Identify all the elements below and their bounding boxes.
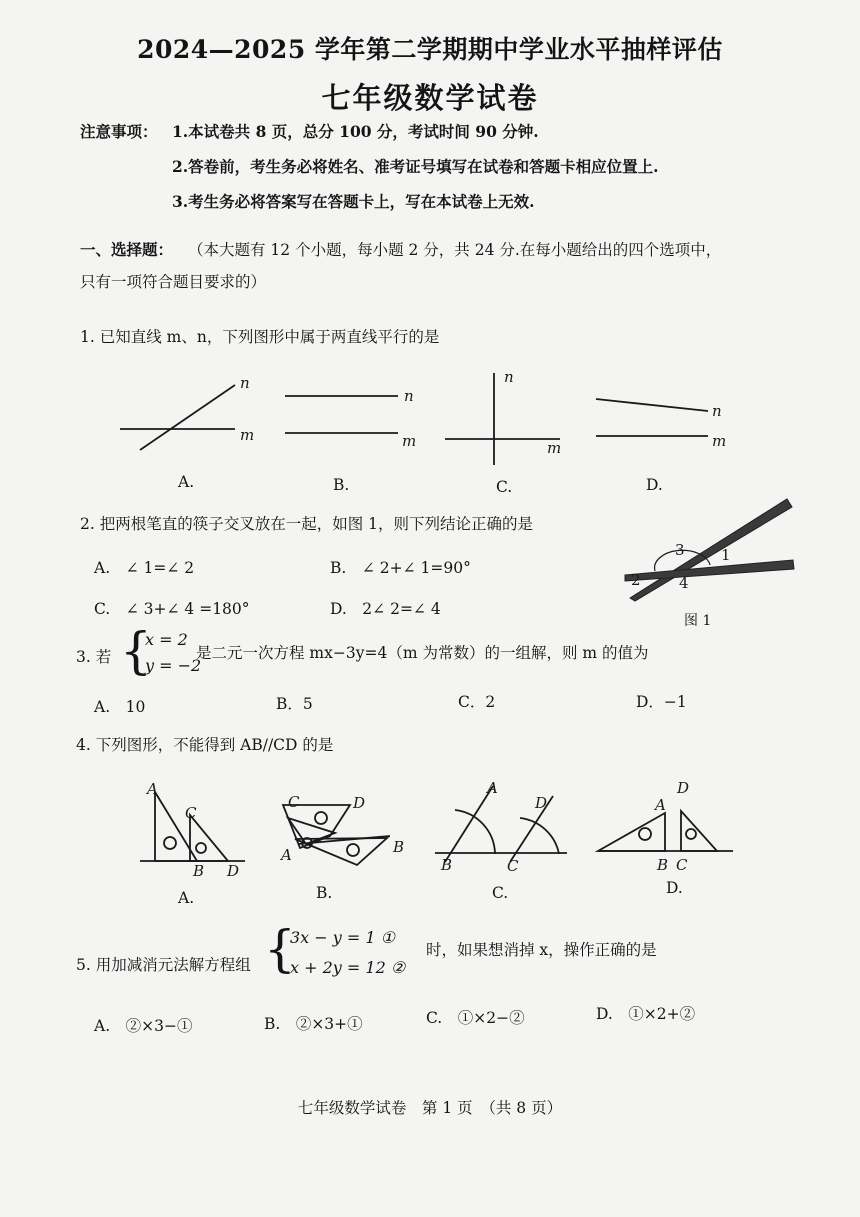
section-description-line1: （本大题有 12 个小题，每小题 2 分，共 24 分.在每小题给出的四个选项中， — [188, 241, 722, 259]
q2-option-a: A. ∠ 1=∠ 2 — [94, 559, 195, 577]
section-description-line2: 只有一项符合题目要求的） — [80, 273, 267, 291]
q2-option-c: C. ∠ 3+∠ 4 =180° — [94, 600, 250, 618]
q4c-label-b: B — [441, 856, 453, 874]
q4-option-c: C. — [492, 884, 509, 902]
q1-option-a: A. — [178, 473, 195, 491]
q1-figure-c — [445, 368, 561, 465]
q4-figure-d — [598, 779, 733, 874]
q1-option-c: C. — [496, 478, 513, 496]
page-footer: 七年级数学试卷 第 1 页 （共 8 页） — [297, 1099, 563, 1117]
q4c-label-c: C — [507, 857, 519, 875]
angle-label-1: 1 — [721, 546, 731, 564]
q5-brace: { — [264, 920, 296, 978]
figure-1-caption: 图 1 — [684, 613, 712, 629]
q4a-label-c: C — [185, 804, 197, 822]
q1-figure-a — [120, 374, 254, 450]
note-item-2: 2.答卷前，考生务必将姓名、准考证号填写在试卷和答题卡相应位置上. — [172, 157, 659, 176]
q2-stem: 2. 把两根笔直的筷子交叉放在一起，如图 1，则下列结论正确的是 — [80, 515, 534, 533]
q1b-label-m: m — [402, 432, 417, 450]
q2-option-b: B. ∠ 2+∠ 1=90° — [330, 559, 471, 577]
q1-figures — [110, 370, 750, 470]
q4-stem: 4. 下列图形，不能得到 AB//CD 的是 — [76, 736, 334, 754]
q4-option-a: A. — [178, 889, 195, 907]
q4d-label-b: B — [657, 856, 669, 874]
q3-stem-prefix: 3. 若 — [76, 648, 112, 666]
q4-figures — [135, 778, 745, 883]
notes-label: 注意事项： — [80, 122, 158, 141]
q4-figure-c — [435, 779, 567, 875]
q1d-label-m: m — [712, 432, 727, 450]
q5-stem-prefix: 5. 用加减消元法解方程组 — [76, 956, 251, 974]
exam-subtitle: 七年级数学试卷 — [321, 81, 539, 115]
q3-equation-2: y = −2 — [145, 656, 202, 675]
q4b-label-b: B — [393, 838, 405, 856]
q4a-label-a: A — [147, 780, 158, 798]
q3-option-b: B．5 — [276, 695, 313, 713]
q3-option-a: A. 10 — [94, 698, 146, 716]
q1-figure-d — [596, 399, 726, 450]
q5-equation-1: 3x − y = 1 ① — [290, 928, 396, 947]
section-heading: 一、选择题： — [80, 240, 174, 259]
q4-option-b: B. — [316, 884, 333, 902]
q4a-label-d: D — [227, 862, 240, 880]
q1-option-b: B. — [333, 476, 350, 494]
q1c-label-n: n — [504, 368, 514, 386]
q3-brace: { — [120, 622, 152, 680]
q3-equation-1: x = 2 — [145, 630, 188, 649]
q4c-label-a: A — [487, 779, 498, 797]
q1b-label-n: n — [404, 387, 414, 405]
q5-option-c: C. ①×2−② — [426, 1009, 525, 1027]
q4b-label-d: D — [353, 794, 366, 812]
q2-option-d: D. 2∠ 2=∠ 4 — [330, 600, 441, 618]
q5-equation-2: x + 2y = 12 ② — [290, 958, 406, 977]
q1-stem: 1. 已知直线 m、n，下列图形中属于两直线平行的是 — [80, 328, 440, 346]
q1-figure-b — [285, 387, 416, 450]
q4c-label-d: D — [535, 794, 548, 812]
angle-label-4: 4 — [679, 574, 689, 592]
chopstick-1 — [630, 499, 792, 601]
q1a-label-n: n — [240, 374, 250, 392]
q4-figure-a — [140, 780, 245, 880]
q5-option-a: A. ②×3−① — [94, 1017, 193, 1035]
q4d-label-c: C — [676, 856, 688, 874]
q2-figure-chopsticks — [615, 495, 800, 605]
q4d-label-d: D — [677, 779, 690, 797]
q4b-label-a: A — [281, 846, 292, 864]
q1c-label-m: m — [547, 439, 562, 457]
q1d-label-n: n — [712, 402, 722, 420]
angle-label-3: 3 — [675, 541, 685, 559]
q3-stem-suffix: 是二元一次方程 mx−3y=4（m 为常数）的一组解，则 m 的值为 — [196, 644, 649, 662]
q4-figure-b — [279, 793, 404, 865]
q4-option-d: D. — [666, 879, 683, 897]
q5-option-d: D. ①×2+② — [596, 1005, 696, 1023]
exam-title: 2024—2025 学年第二学期期中学业水平抽样评估 — [137, 35, 723, 64]
q3-option-c: C．2 — [458, 693, 496, 711]
q1-option-d: D. — [646, 476, 663, 494]
q1a-label-m: m — [240, 426, 255, 444]
note-item-3: 3.考生务必将答案写在答题卡上，写在本试卷上无效. — [172, 192, 535, 211]
q4b-label-c: C — [288, 793, 300, 811]
angle-label-2: 2 — [631, 571, 641, 589]
q5-option-b: B. ②×3+① — [264, 1015, 363, 1033]
q5-stem-suffix: 时，如果想消掉 x，操作正确的是 — [426, 941, 657, 959]
note-item-1: 1.本试卷共 8 页，总分 100 分，考试时间 90 分钟. — [172, 122, 539, 141]
q3-option-d: D．−1 — [636, 693, 687, 711]
q4d-label-a: A — [655, 796, 666, 814]
q4a-label-b: B — [193, 862, 205, 880]
